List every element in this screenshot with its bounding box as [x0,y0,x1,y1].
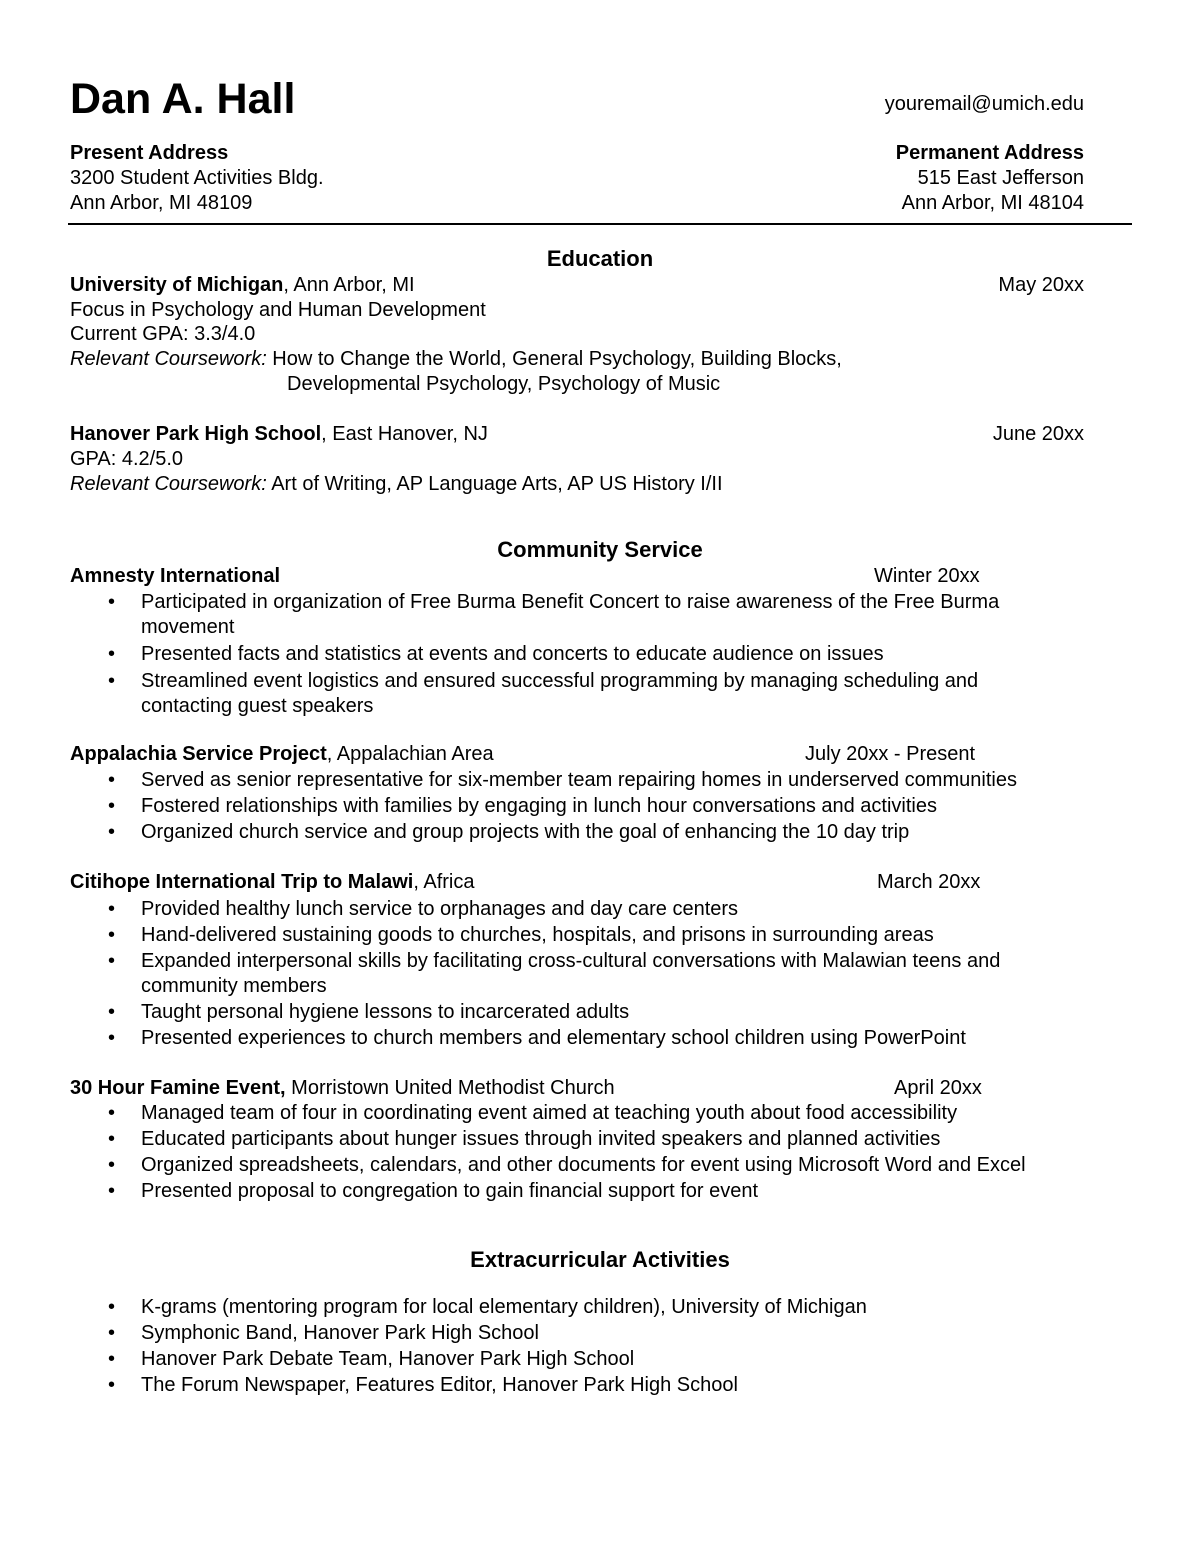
list-item [108,1153,1026,1178]
famine-org: 30 Hour Famine Event, [70,1077,286,1099]
list-item [108,1347,867,1372]
permanent-address-line1: 515 East Jefferson [917,167,1084,189]
list-item [108,923,1000,948]
umich-coursework-line1: How to Change the World, General Psychology, Building Blocks, [266,348,842,370]
list-item [108,642,999,667]
bullet-text: Presented facts and statistics at events and concerts to educate audience on issues [141,643,884,665]
bullet-text: Served as senior representative for six-member team repairing homes in underserved communities [141,769,1017,791]
resume-name: Dan A. Hall [70,75,296,123]
list-item [108,1000,1000,1025]
umich-school: University of Michigan [70,274,284,296]
list-item [108,1179,1026,1204]
asp-entry-title [70,742,494,767]
bullet-glyph: • [108,821,116,843]
list-item [108,1373,867,1398]
bullet-text: Streamlined event logistics and ensured successful programming by managing scheduling and [141,670,979,692]
list-item [108,1101,1026,1126]
extracurricular-heading: Extracurricular Activities [470,1247,730,1272]
bullet-glyph: • [108,1128,116,1150]
extracurricular-bullets [108,1295,867,1398]
famine-bullets [108,1101,1026,1204]
hs-coursework [70,472,723,497]
citihope-bullets [108,897,1000,1051]
bullet-text-continued: contacting guest speakers [141,695,374,717]
bullet-glyph: • [108,898,116,920]
header-divider [68,223,1132,225]
bullet-text: Taught personal hygiene lessons to incarcerated adults [141,1001,630,1023]
hs-school: Hanover Park High School [70,423,322,445]
bullet-glyph: • [108,1102,116,1124]
famine-entry-title [70,1076,615,1101]
permanent-address-label: Permanent Address [895,142,1084,164]
bullet-text-continued: movement [141,616,235,638]
hs-coursework-label: Relevant Coursework: [70,473,267,495]
bullet-text: Presented experiences to church members and elementary school children using PowerPoint [141,1027,966,1049]
umich-date: May 20xx [998,274,1084,296]
famine-date: April 20xx [894,1077,982,1099]
hs-coursework-text: Art of Writing, AP Language Arts, AP US History I/II [266,473,723,495]
list-item [108,897,1000,922]
permanent-address-line2: Ann Arbor, MI 48104 [901,192,1084,214]
citihope-date: March 20xx [877,871,981,893]
bullet-text: Hanover Park Debate Team, Hanover Park High School [141,1348,635,1370]
bullet-text: Hand-delivered sustaining goods to churches, hospitals, and prisons in surrounding areas [141,924,934,946]
bullet-text-continued: community members [141,975,327,997]
bullet-glyph: • [108,643,116,665]
list-item [108,1295,867,1320]
bullet-glyph: • [108,924,116,946]
asp-org: Appalachia Service Project [70,743,327,765]
bullet-glyph: • [108,1154,116,1176]
present-address-label: Present Address [70,142,229,164]
asp-date: July 20xx - Present [805,743,976,765]
amnesty-org: Amnesty International [70,565,281,587]
bullet-text: Presented proposal to congregation to gain financial support for event [141,1180,759,1202]
email-address: youremail@umich.edu [884,93,1084,115]
umich-coursework-line2: Developmental Psychology, Psychology of Music [287,373,721,395]
hs-location: , East Hanover, NJ [321,423,488,445]
citihope-entry-title [70,870,475,895]
umich-coursework [70,347,842,372]
asp-bullets [108,768,1017,845]
umich-location: , Ann Arbor, MI [283,274,415,296]
hs-gpa: GPA: 4.2/5.0 [70,448,184,470]
bullet-text: Provided healthy lunch service to orphanages and day care centers [141,898,739,920]
list-item [108,820,1017,845]
community-service-heading: Community Service [497,537,703,562]
bullet-glyph: • [108,769,116,791]
umich-focus: Focus in Psychology and Human Development [70,299,486,321]
bullet-glyph: • [108,1348,116,1370]
famine-location: Morristown United Methodist Church [285,1077,615,1099]
bullet-glyph: • [108,1322,116,1344]
bullet-glyph: • [108,1374,116,1396]
bullet-text: K-grams (mentoring program for local elementary children), University of Michigan [141,1296,867,1318]
present-address-line2: Ann Arbor, MI 48109 [70,192,253,214]
amnesty-date: Winter 20xx [874,565,980,587]
bullet-text: The Forum Newspaper, Features Editor, Hanover Park High School [141,1374,738,1396]
bullet-glyph: • [108,795,116,817]
umich-coursework-label: Relevant Coursework: [70,348,267,370]
bullet-glyph: • [108,1027,116,1049]
umich-gpa: Current GPA: 3.3/4.0 [70,323,256,345]
bullet-glyph: • [108,1296,116,1318]
citihope-org: Citihope International Trip to Malawi [70,871,414,893]
bullet-text: Participated in organization of Free Burma Benefit Concert to raise awareness of the Free Burma [141,591,1000,613]
list-item [108,669,999,719]
umich-entry-title [70,273,415,298]
hs-date: June 20xx [992,423,1084,445]
bullet-glyph: • [108,591,116,613]
citihope-location: , Africa [413,871,475,893]
bullet-glyph: • [108,1180,116,1202]
bullet-text: Organized church service and group projects with the goal of enhancing the 10 day trip [141,821,910,843]
list-item [108,794,1017,819]
bullet-glyph: • [108,950,116,972]
list-item [108,1026,1000,1051]
bullet-text: Fostered relationships with families by engaging in lunch hour conversations and activities [141,795,937,817]
asp-location: , Appalachian Area [326,743,494,765]
amnesty-bullets [108,590,999,719]
bullet-text: Organized spreadsheets, calendars, and other documents for event using Microsoft Word and Excel [141,1154,1026,1176]
list-item [108,1127,1026,1152]
bullet-glyph: • [108,1001,116,1023]
list-item [108,949,1000,999]
education-heading: Education [546,246,654,271]
bullet-glyph: • [108,670,116,692]
bullet-text: Expanded interpersonal skills by facilitating cross-cultural conversations with Malawian teens and [141,950,1001,972]
list-item [108,590,999,640]
bullet-text: Symphonic Band, Hanover Park High School [141,1322,539,1344]
list-item [108,768,1017,793]
hs-entry-title [70,422,488,447]
present-address-line1: 3200 Student Activities Bldg. [70,167,324,189]
bullet-text: Educated participants about hunger issues through invited speakers and planned activities [141,1128,941,1150]
list-item [108,1321,867,1346]
bullet-text: Managed team of four in coordinating event aimed at teaching youth about food accessibility [141,1102,958,1124]
